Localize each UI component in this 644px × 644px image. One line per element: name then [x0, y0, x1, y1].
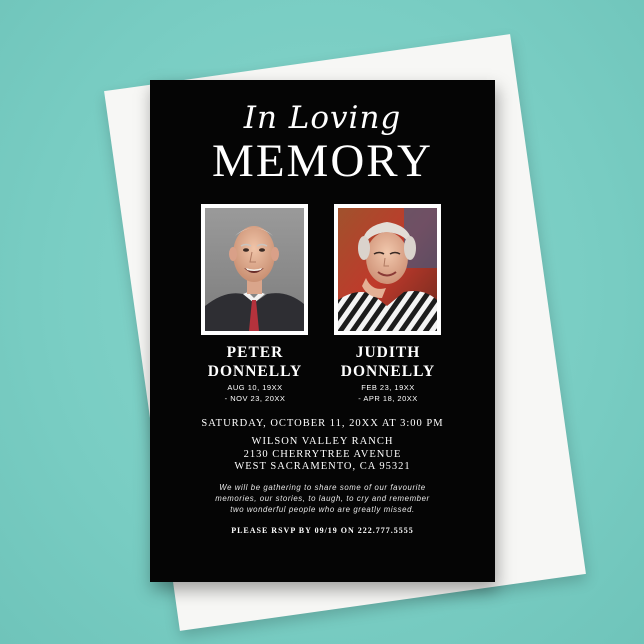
photo-frame-judith	[334, 204, 441, 335]
dates-peter	[185, 382, 325, 404]
dates-judith	[318, 382, 458, 404]
venue-address	[150, 436, 495, 474]
elderly-woman-portrait-icon	[338, 208, 437, 331]
name-peter	[185, 343, 325, 381]
photo-frame-peter	[201, 204, 308, 335]
birth-date: FEB 23, 19XX	[361, 383, 415, 392]
memorial-invitation-card	[150, 80, 495, 582]
script-title: In Loving	[243, 100, 402, 136]
name-judith	[318, 343, 458, 381]
death-date: - NOV 23, 20XX	[224, 394, 286, 403]
rsvp-line: PLEASE RSVP BY 09/19 ON 222.777.5555	[231, 526, 414, 535]
message-line: two wonderful people who are greatly missed.	[230, 505, 415, 514]
first-name: JUDITH	[355, 344, 421, 361]
venue-street: 2130 CHERRYTREE AVENUE	[243, 448, 402, 460]
event-date: SATURDAY, OCTOBER 11, 20XX AT 3:00 PM	[201, 418, 444, 429]
message-line: We will be gathering to share some of our favourite	[219, 483, 426, 492]
elderly-man-portrait-icon	[205, 208, 304, 331]
last-name: DONNELLY	[207, 363, 303, 380]
last-name: DONNELLY	[340, 363, 436, 380]
venue-name: WILSON VALLEY RANCH	[251, 436, 394, 447]
invitation-message	[170, 482, 475, 515]
venue-city: WEST SACRAMENTO, CA 95321	[234, 461, 411, 472]
death-date: - APR 18, 20XX	[358, 394, 418, 403]
main-title: MEMORY	[212, 135, 433, 187]
message-line: memories, our stories, to laugh, to cry and remember	[215, 494, 430, 503]
birth-date: AUG 10, 19XX	[227, 383, 283, 392]
first-name: PETER	[226, 344, 284, 361]
